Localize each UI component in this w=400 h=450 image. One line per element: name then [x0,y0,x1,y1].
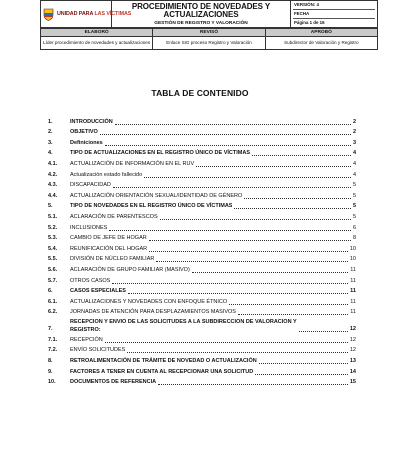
toc-entry-number: 5. [48,203,53,210]
toc-entry[interactable] [48,169,356,180]
toc-entry-page: 13 [349,358,356,365]
toc-dot-leader [244,198,351,199]
brand-prefix: UNIDAD PARA [57,11,95,17]
toc-dot-leader [238,314,348,315]
toc-entry[interactable] [48,286,356,297]
toc-entry[interactable] [48,243,356,254]
toc-entry-page: 4 [352,160,356,167]
toc-entry-label-line2: REGISTRO: [70,326,101,333]
table-of-contents [48,116,356,387]
toc-entry[interactable] [48,296,356,307]
toc-entry[interactable] [48,233,356,244]
toc-entry-label: TIPO DE NOVEDADES EN EL REGISTRO ÚNICO DE VÍCTIMAS [70,203,233,210]
toc-entry-number: 5.3. [48,235,58,242]
toc-entry-page: 15 [349,379,356,386]
toc-entry-number: 4. [48,150,53,157]
toc-entry-page: 10 [349,245,356,252]
toc-entry-page: 11 [350,288,356,295]
toc-entry[interactable] [48,334,356,345]
toc-entry-label: Actualización estado fallecido [70,171,143,178]
toc-entry[interactable] [48,345,356,356]
toc-dot-leader [144,177,351,178]
toc-dot-leader [299,331,348,332]
toc-entry-label: CAMBIO DE JEFE DE HOGAR [70,235,147,242]
title-line-1: PROCEDIMIENTO DE NOVEDADES Y [131,1,271,11]
toc-entry[interactable] [48,264,356,275]
toc-entry-label: OTROS CASOS [70,277,111,284]
toc-dot-leader [112,283,348,284]
document-header [40,0,378,58]
toc-entry-page: 2 [352,118,356,125]
toc-entry-label: Definiciones [70,139,103,146]
toc-entry-number: 5.5. [48,256,58,263]
toc-entry-page: 11 [350,266,356,273]
unidad-victimas-logo [43,8,132,21]
toc-entry-page: 5 [352,182,356,189]
reviso-value: Enlace SIG proceso Registro y Valoración [153,37,265,50]
toc-entry-number: 5.2. [48,224,58,231]
toc-entry-number: 9. [48,368,53,375]
toc-entry-number: 4.4. [48,192,58,199]
toc-entry-page: 8 [352,235,356,242]
toc-dot-leader [259,363,348,364]
toc-entry[interactable] [48,355,356,366]
toc-entry-label: ENVÍO SOLICITUDES [70,347,126,354]
version-label: VERSIÓN: 4 [293,1,375,10]
toc-entry-page: 5 [352,213,356,220]
toc-entry-number: 3. [48,139,53,146]
toc-entry-page: 6 [352,224,356,231]
toc-entry-page: 12 [349,326,356,333]
toc-entry-label: DISCAPACIDAD [70,182,111,189]
toc-entry[interactable] [48,137,356,148]
toc-dot-leader [196,166,351,167]
toc-entry-label: ACTUALIZACIONES Y NOVEDADES CON ENFOQUE ÉTNICO [70,298,228,305]
toc-entry[interactable] [48,180,356,191]
toc-entry-label: RETROALIMENTACIÓN DE TRÁMITE DE NOVEDAD O ACTUALIZACIÓN [70,358,257,365]
toc-entry-number: 6. [48,288,53,295]
toc-entry[interactable] [48,211,356,222]
date-label: FECHA [293,10,375,19]
toc-entry-page: 12 [349,347,356,354]
toc-entry-label: FACTORES A TENER EN CUENTA AL RECEPCIONAR UNA SOLICITUD [70,368,254,375]
toc-entry-page: 5 [352,203,356,210]
toc-entry-label: ACTUALIZACIÓN DE INFORMACIÓN EN EL RUV [70,160,195,167]
toc-entry[interactable] [48,307,356,318]
toc-entry-number: 2. [48,129,53,136]
toc-entry[interactable] [48,201,356,212]
document-subtitle: GESTIÓN DE REGISTRO Y VALORACIÓN [154,20,248,26]
toc-entry[interactable] [48,127,356,138]
toc-entry[interactable] [48,366,356,377]
toc-entry[interactable] [48,148,356,159]
toc-entry-number: 1. [48,118,53,125]
toc-entry-number: 6.2. [48,309,58,316]
toc-dot-leader [115,124,351,125]
toc-entry-label: REUNIFICACIÓN DEL HOGAR [70,245,148,252]
toc-dot-leader [149,240,351,241]
aprobo-value: Subdirector de Valoración y Registro [265,37,377,50]
toc-entry-label: TIPO DE ACTUALIZACIONES EN EL REGISTRO ÚNICO DE VÍCTIMAS [70,150,250,157]
toc-dot-leader [252,155,351,156]
aprobo-header: APROBÓ [265,29,377,37]
toc-entry-number: 4.3. [48,182,58,189]
toc-entry-number: 7.1. [48,336,58,343]
toc-title: TABLA DE CONTENIDO [151,88,249,98]
toc-dot-leader [128,293,348,294]
toc-entry-label-line1: RECEPCIÓN Y ENVÍO DE LAS SOLICITUDES A LA SUBDIRECCIÓN DE VALORACIÓN Y [70,319,297,326]
toc-entry-label: ACLARACIÓN DE GRUPO FAMILIAR (MASIVO) [70,266,190,273]
toc-entry-number: 7. [48,326,53,333]
toc-entry-number: 7.2. [48,347,58,354]
toc-entry-page: 2 [352,129,356,136]
toc-entry[interactable] [48,190,356,201]
toc-dot-leader [229,304,348,305]
brand-highlight: LAS VÍCTIMAS [94,11,132,17]
title-line-2: ACTUALIZACIONES [163,9,239,19]
toc-entry-page: 14 [349,368,356,375]
toc-entry[interactable] [48,116,356,127]
toc-entry[interactable] [48,158,356,169]
toc-entry-page: 10 [349,256,356,263]
toc-entry-number: 5.7. [48,277,58,284]
logo-cell [41,1,132,28]
toc-dot-leader [109,230,351,231]
reviso-header: REVISÓ [153,29,265,37]
elaboro-header: ELABORÓ [41,29,153,37]
toc-entry-label: DIVISIÓN DE NÚCLEO FAMILIAR [70,256,155,263]
toc-entry-label: OBJETIVO [70,129,98,136]
toc-entry-label: INTRODUCCIÓN [70,118,113,125]
toc-entry-number: 5.1. [48,213,58,220]
toc-entry[interactable] [48,254,356,265]
toc-entry-number: 5.6. [48,266,58,273]
toc-entry-label [70,319,297,334]
toc-dot-leader [100,134,351,135]
toc-entry-number: 5.4. [48,245,58,252]
toc-entry-number: 4.2. [48,171,58,178]
toc-entry-number: 8. [48,358,53,365]
toc-entry-label: ACTUALIZACIÓN ORIENTACIÓN SEXUAL/IDENTIDAD DE GÉNERO [70,192,243,199]
toc-entry-label: RECEPCIÓN [70,336,103,343]
toc-dot-leader [234,208,350,209]
toc-entry-number: 10. [48,379,56,386]
toc-entry[interactable] [48,377,356,388]
toc-dot-leader [105,145,351,146]
toc-dot-leader [127,352,348,353]
toc-dot-leader [149,251,348,252]
toc-dot-leader [255,374,348,375]
toc-dot-leader [156,261,348,262]
toc-entry-number: 6.1. [48,298,58,305]
toc-entry-label: ACLARACIÓN DE PARENTESCOS [70,213,158,220]
meta-cell [291,1,378,28]
toc-entry-page: 3 [352,139,356,146]
title-cell [112,1,291,28]
toc-entry-label: CASOS ESPECIALES [70,288,126,295]
toc-entry-page: 4 [352,171,356,178]
toc-dot-leader [160,219,351,220]
document-title [114,3,288,19]
toc-entry-page: 12 [349,336,356,343]
toc-entry-page: 11 [350,309,356,316]
toc-entry-page: 11 [350,298,356,305]
toc-entry-label: DOCUMENTOS DE REFERENCIA [70,379,157,386]
elaboro-value: Líder procedimiento de novedades y actualizaciones [41,37,153,50]
toc-entry-label: INCLUSIONES [70,224,108,231]
toc-dot-leader [192,272,348,273]
toc-entry-label: JORNADAS DE ATENCIÓN PARA DESPLAZAMIENTOS MASIVOS [70,309,236,316]
toc-entry-number: 4.1. [48,160,58,167]
toc-dot-leader [113,187,351,188]
toc-entry-page: 4 [352,150,356,157]
coat-of-arms-icon [43,8,54,21]
toc-entry-page: 11 [350,277,356,284]
toc-entry[interactable] [48,317,356,334]
page-count-label: Página 1 de 16 [294,20,325,25]
toc-entry[interactable] [48,222,356,233]
toc-entry-page: 5 [352,192,356,199]
toc-dot-leader [105,342,348,343]
toc-dot-leader [158,384,348,385]
toc-entry[interactable] [48,275,356,286]
